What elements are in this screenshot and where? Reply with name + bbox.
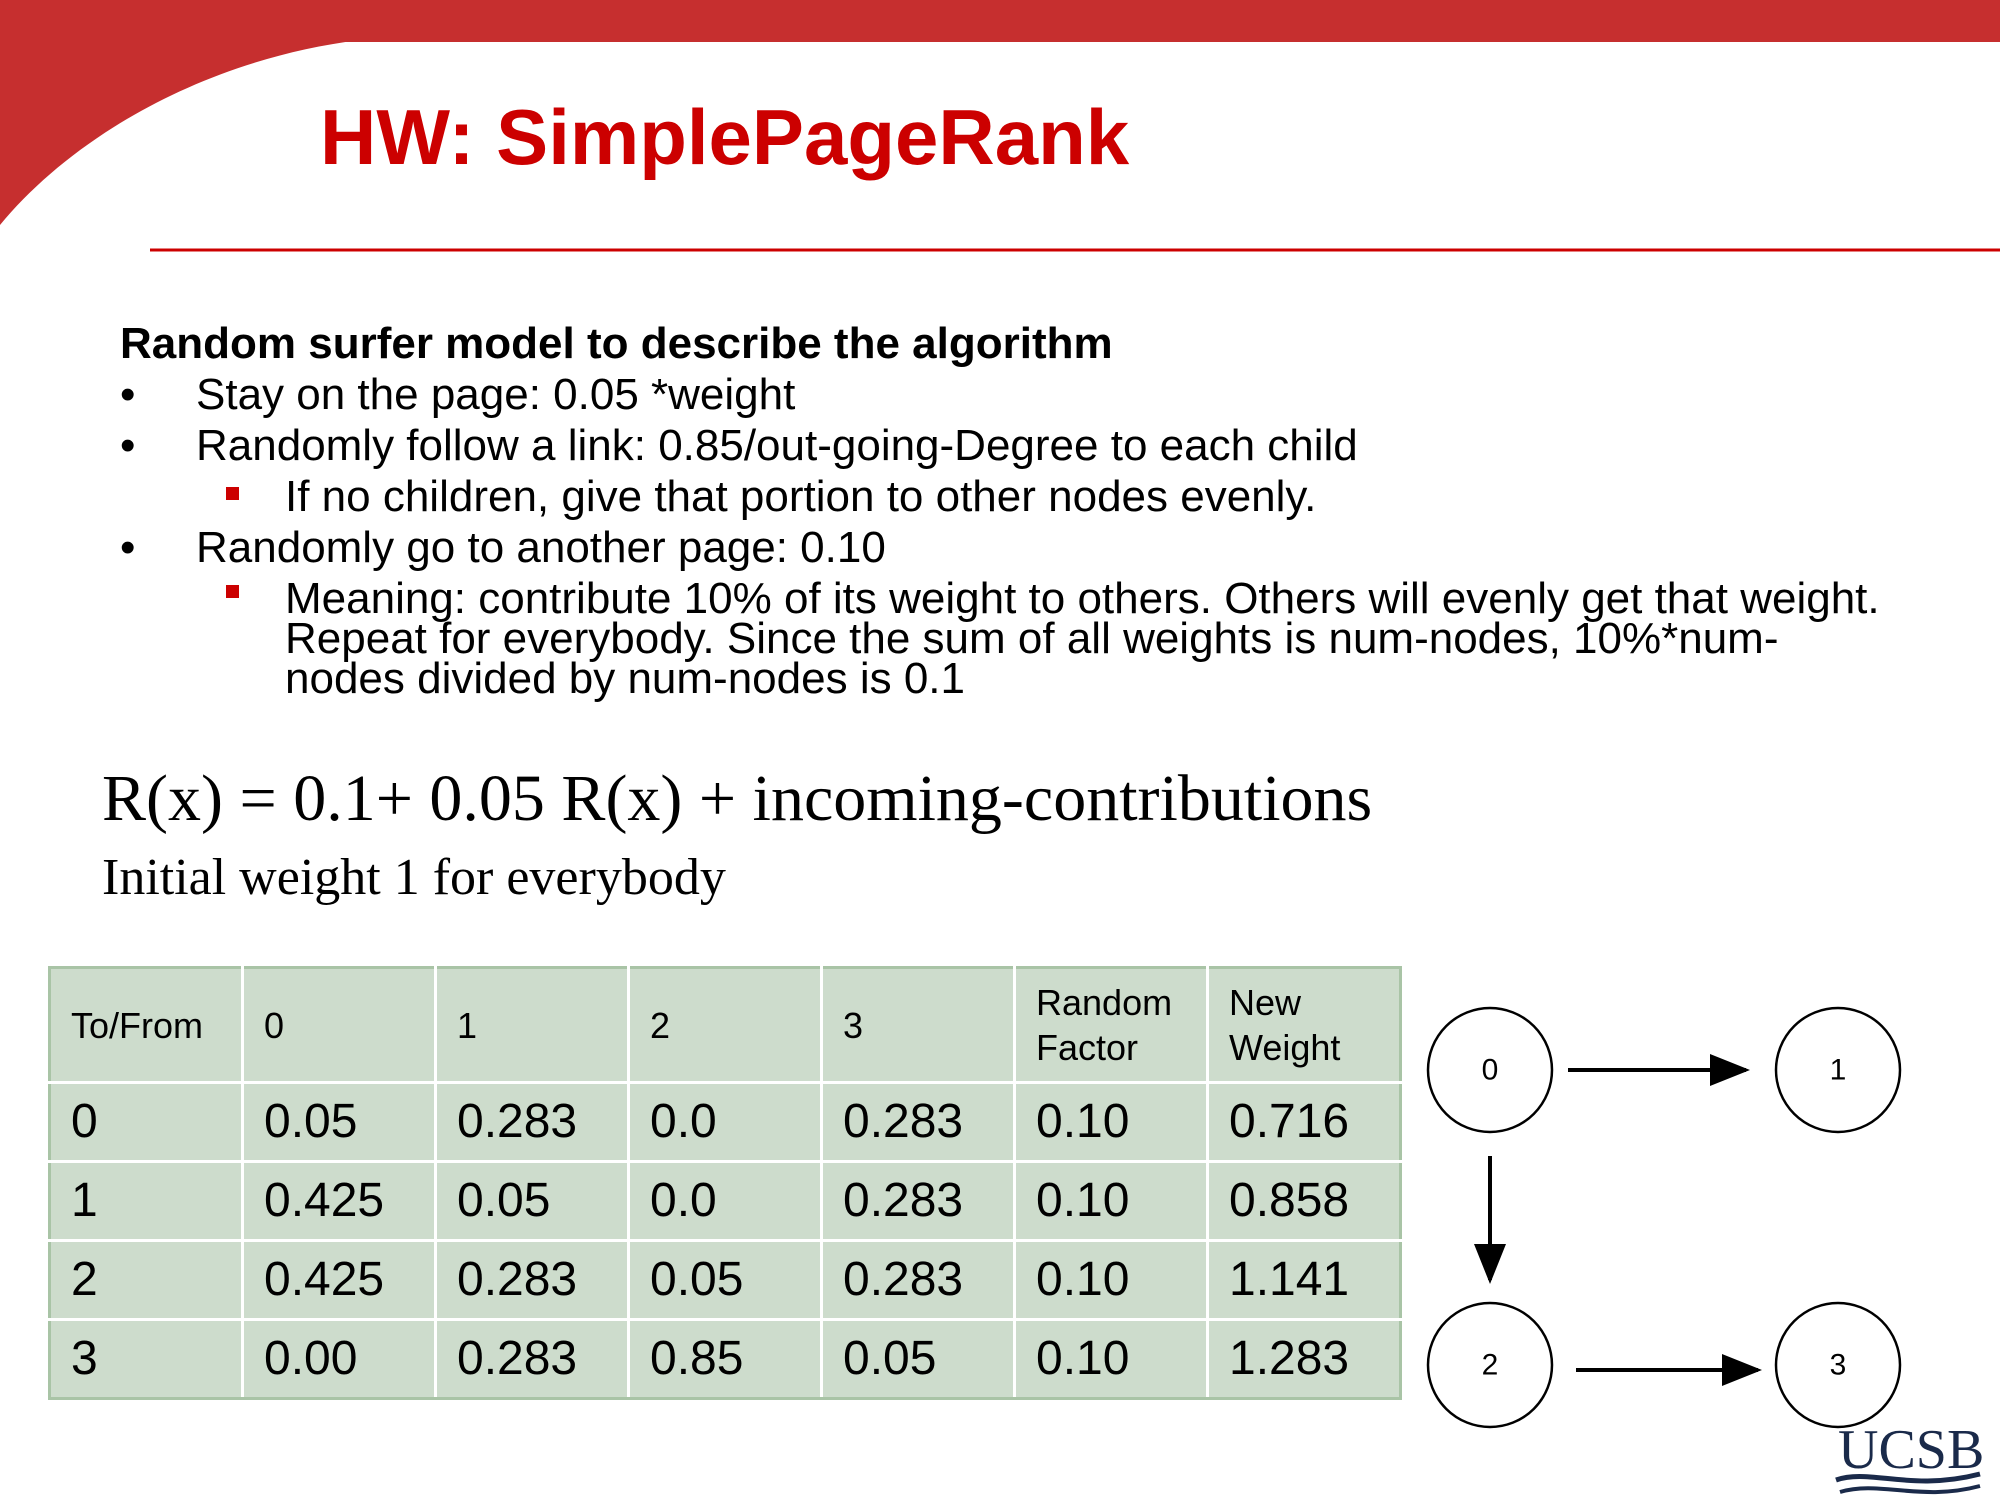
table-cell: 0.858 (1208, 1162, 1401, 1241)
header-cell: 0 (243, 968, 436, 1083)
table-cell: 0.283 (822, 1241, 1015, 1320)
table-cell: 0.10 (1015, 1320, 1208, 1399)
sub-bullet-item (120, 471, 1880, 522)
table-cell: 3 (50, 1320, 243, 1399)
red-square-bullet-icon (226, 585, 239, 598)
table-cell: 0.716 (1208, 1083, 1401, 1162)
table-row (50, 1320, 1401, 1399)
bullet-dot-icon: • (120, 421, 136, 470)
bullet-list (120, 318, 1880, 703)
bullet-text: Stay on the page: 0.05 *weight (196, 370, 796, 419)
bullet-dot-icon: • (120, 370, 136, 419)
ucsb-logo (1830, 1410, 2000, 1500)
header-cell: New Weight (1208, 968, 1401, 1083)
link-graph-diagram (1400, 990, 1920, 1450)
sub-bullet-text: If no children, give that portion to other nodes evenly. (285, 472, 1317, 521)
table-cell: 0.10 (1015, 1083, 1208, 1162)
table-cell: 0.425 (243, 1162, 436, 1241)
slide-title: HW: SimplePageRank (320, 93, 1130, 181)
weights-table (48, 966, 1402, 1400)
bullet-item (120, 420, 1880, 471)
table-cell: 0.283 (822, 1162, 1015, 1241)
header-cell: 2 (629, 968, 822, 1083)
header-cell: Random Factor (1015, 968, 1208, 1083)
table-cell: 0.0 (629, 1083, 822, 1162)
initial-weight-note: Initial weight 1 for everybody (102, 849, 726, 906)
header-cell: To/From (50, 968, 243, 1083)
table-cell: 0.283 (436, 1320, 629, 1399)
table-cell: 0.283 (436, 1241, 629, 1320)
section-heading: Random surfer model to describe the algorithm (120, 319, 1113, 368)
table-row (50, 1241, 1401, 1320)
graph-node-label: 3 (1829, 1348, 1847, 1382)
table-cell: 1.141 (1208, 1241, 1401, 1320)
table-cell: 0.425 (243, 1241, 436, 1320)
pagerank-formula: R(x) = 0.1+ 0.05 R(x) + incoming-contributions (102, 762, 1373, 835)
bullet-dot-icon: • (120, 523, 136, 572)
table-cell: 0.283 (436, 1083, 629, 1162)
table-cell: 2 (50, 1241, 243, 1320)
table-cell: 0.0 (629, 1162, 822, 1241)
table-cell: 0.05 (243, 1083, 436, 1162)
bullet-text: Randomly follow a link: 0.85/out-going-Degree to each child (196, 421, 1358, 470)
sub-bullet-item (120, 573, 1880, 703)
table-row (50, 1162, 1401, 1241)
table-cell: 0.85 (629, 1320, 822, 1399)
table-cell: 1 (50, 1162, 243, 1241)
table-cell: 0.10 (1015, 1162, 1208, 1241)
table-cell: 0.05 (822, 1320, 1015, 1399)
sub-bullet-text: Meaning: contribute 10% of its weight to others. Others will evenly get that weight. Repeat for everybody. Since the sum of all weights is num-nodes, 10%*num-nodes divided by num-nodes is 0.1 (285, 574, 1880, 703)
table-cell: 0.05 (629, 1241, 822, 1320)
table-cell: 0.10 (1015, 1241, 1208, 1320)
graph-node-label: 1 (1829, 1053, 1847, 1087)
table-cell: 0.00 (243, 1320, 436, 1399)
table-cell: 1.283 (1208, 1320, 1401, 1399)
table-cell: 0.05 (436, 1162, 629, 1241)
logo-wave-icon (1840, 1486, 1980, 1492)
red-square-bullet-icon (226, 487, 239, 500)
table-row (50, 1083, 1401, 1162)
bullet-text: Randomly go to another page: 0.10 (196, 523, 886, 572)
bullet-item (120, 369, 1880, 420)
table-cell: 0.283 (822, 1083, 1015, 1162)
table-header-row (50, 968, 1401, 1083)
ucsb-logo-text: UCSB (1838, 1419, 1985, 1481)
graph-node-label: 2 (1481, 1348, 1499, 1382)
graph-node-label: 0 (1481, 1053, 1499, 1087)
header-cell: 1 (436, 968, 629, 1083)
header-cell: 3 (822, 968, 1015, 1083)
table-cell: 0 (50, 1083, 243, 1162)
bullet-item (120, 522, 1880, 573)
